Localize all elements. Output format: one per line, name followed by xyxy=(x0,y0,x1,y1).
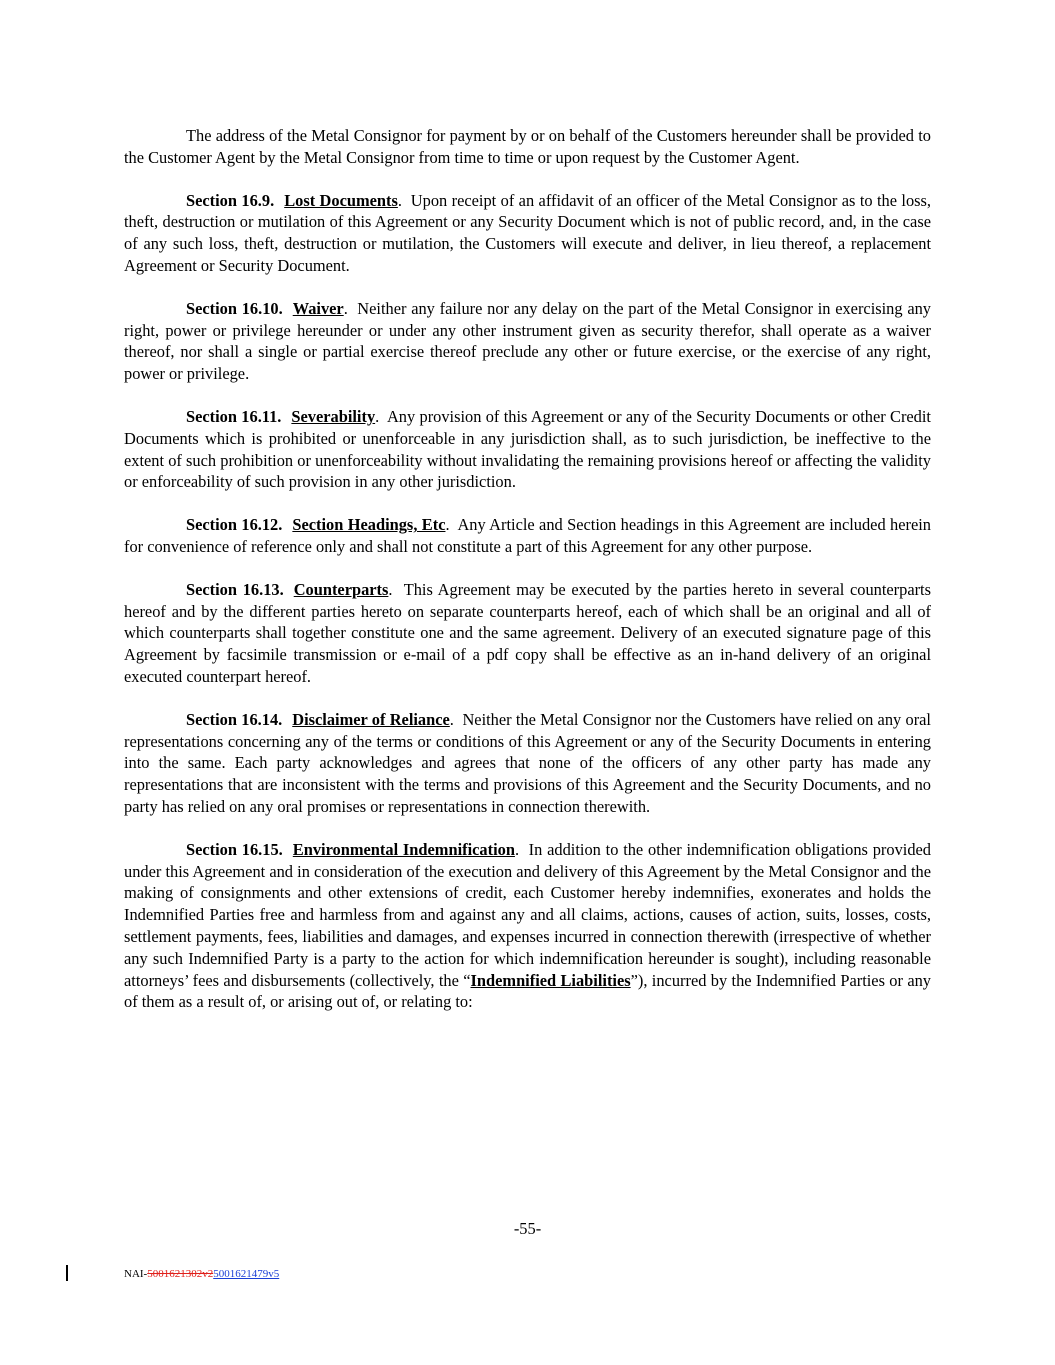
doc-id-prefix: NAI- xyxy=(124,1268,148,1280)
section-16-11: Section 16.11. Severability. Any provision of this Agreement or any of the Security Documents or other Credit Documents which is prohibited or unenforceable in any jurisdiction shall, as to such jurisdiction, be ineffective to the extent of such prohibition or unenforceability without invalidating the remaining provisions hereof or affecting the validity or enforceability of such provision in any other jurisdiction. xyxy=(124,406,931,492)
section-number: Section 16.15. xyxy=(186,839,283,859)
section-number: Section 16.9. xyxy=(186,190,275,210)
section-title: Environmental Indemnification xyxy=(292,839,515,859)
section-body: Upon receipt of an affidavit of an officer of the Metal Consignor as to the loss, theft, destruction or mutilation of this Agreement or any Security Document which is not of public record, and, in the case of any such loss, theft, destruction or mutilation, the Customers will execute and deliver, in lieu thereof, a replacement Agreement or Security Document. xyxy=(124,190,932,275)
section-title: Waiver xyxy=(292,298,344,318)
section-title: Disclaimer of Reliance xyxy=(292,709,450,729)
section-body: In addition to the other indemnification obligations provided under this Agreement and in consideration of the execution and delivery of this Agreement by the Metal Consignor and the making of consignments and other extensions of credit, each Customer hereby indemnifies, exonerates and holds the Indemnified Parties free and harmless from and against any and all claims, actions, causes of action, suits, losses, costs, settlement payments, fees, liabilities and damages, and expenses incurred in connection therewith (irrespective of whether any such Indemnified Party is a party to the action for which indemnification hereunder is sought), including reasonable attorneys’ fees and disbursements (collectively, the “ xyxy=(124,839,931,990)
section-title: Lost Documents xyxy=(284,190,398,210)
document-id-footer xyxy=(124,1268,279,1280)
deleted-doc-id: 5001621302v2 xyxy=(147,1268,214,1280)
intro-paragraph: The address of the Metal Consignor for payment by or on behalf of the Customers hereunder shall be provided to the Customer Agent by the Metal Consignor from time to time or upon request by the Customer Agent. xyxy=(124,126,931,167)
inserted-doc-id: 5001621479v5 xyxy=(213,1268,280,1280)
section-16-15: Section 16.15. Environmental Indemnification. In addition to the other indemnification obligations provided under this Agreement and in consideration of the execution and delivery of this Agreement by the Metal Consignor and the making of consignments and other extensions of credit, each Customer hereby indemnifies, exonerates and holds the Indemnified Parties free and harmless from and against any and all claims, actions, causes of action, suits, losses, costs, settlement payments, fees, liabilities and damages, and expenses incurred in connection therewith (irrespective of whether any such Indemnified Party is a party to the action for which indemnification hereunder is sought), including reasonable attorneys’ fees and disbursements (collectively, the “Indemnified Liabilities”), incurred by the Indemnified Parties or any of them as a result of, or arising out of, or relating to: xyxy=(124,839,931,1012)
section-body: Neither the Metal Consignor nor the Customers have relied on any oral representations concerning any of the terms or conditions of this Agreement or any of the Security Documents in entering into the same. Each party acknowledges and agrees that none of the officers of any other party has made any representations that are inconsistent with the terms and provisions of this Agreement and the Security Documents, and no party has relied on any oral promises or representations in connection therewith. xyxy=(124,709,931,816)
section-body: Any provision of this Agreement or any of the Security Documents or other Credit Documents which is prohibited or unenforceable in any jurisdiction shall, as to such jurisdiction, be ineffective to the extent of such prohibition or unenforceability without invalidating the remaining provisions hereof or affecting the validity or enforceability of such provision in any other jurisdiction. xyxy=(124,406,931,492)
section-title: Counterparts xyxy=(293,579,389,599)
section-number: Section 16.11. xyxy=(186,406,282,426)
section-number: Section 16.12. xyxy=(186,515,283,535)
section-number: Section 16.13. xyxy=(186,579,284,599)
section-16-10: Section 16.10. Waiver. Neither any failure nor any delay on the part of the Metal Consignor in exercising any right, power or privilege hereunder or under any other instrument given as security therefor, shall operate as a waiver thereof, nor shall a single or partial exercise thereof preclude any other or future exercise, or the exercise of any right, power or privilege. xyxy=(124,298,931,384)
document-body xyxy=(124,125,931,1034)
page-number: -55- xyxy=(513,1219,542,1238)
defined-term: Indemnified Liabilities xyxy=(470,970,631,990)
section-number: Section 16.14. xyxy=(186,709,283,729)
section-number: Section 16.10. xyxy=(186,298,283,318)
section-body: This Agreement may be executed by the parties hereto in several counterparts hereof and by the different parties hereto on separate counterparts hereof, each of which shall be an original and all of which counterparts shall together constitute one and the same agreement. Delivery of an executed signature page of this Agreement by facsimile transmission or e-mail of a pdf copy shall be effective as an in-hand delivery of an original executed counterpart hereof. xyxy=(124,579,931,686)
change-bar xyxy=(66,1265,68,1281)
section-body: Any Article and Section headings in this Agreement are included herein for convenience of reference only and shall not constitute a part of this Agreement for any other purpose. xyxy=(124,515,931,556)
section-title: Section Headings, Etc xyxy=(292,515,446,535)
section-body-continued: ”), incurred by the Indemnified Parties or any of them as a result of, or arising out of, or relating to: xyxy=(124,970,931,1012)
section-16-13: Section 16.13. Counterparts. This Agreement may be executed by the parties hereto in several counterparts hereof and by the different parties hereto on separate counterparts hereof, each of which shall be an original and all of which counterparts shall together constitute one and the same agreement. Delivery of an executed signature page of this Agreement by facsimile transmission or e-mail of a pdf copy shall be effective as an in-hand delivery of an original executed counterpart hereof. xyxy=(124,579,931,686)
section-body: Neither any failure nor any delay on the part of the Metal Consignor in exercising any right, power or privilege hereunder or under any other instrument given as security therefor, shall operate as a waiver thereof, nor shall a single or partial exercise thereof preclude any other or future exercise, or the exercise of any right, power or privilege. xyxy=(124,298,931,384)
section-16-9: Section 16.9. Lost Documents. Upon receipt of an affidavit of an officer of the Metal Consignor as to the loss, theft, destruction or mutilation of this Agreement or any Security Document which is not of public record, and, in the case of any such loss, theft, destruction or mutilation, the Customers will execute and deliver, in lieu thereof, a replacement Agreement or Security Document. xyxy=(124,190,932,275)
section-16-12: Section 16.12. Section Headings, Etc. Any Article and Section headings in this Agreement are included herein for convenience of reference only and shall not constitute a part of this Agreement for any other purpose. xyxy=(124,515,931,556)
section-title: Severability xyxy=(291,406,376,426)
section-16-14: Section 16.14. Disclaimer of Reliance. Neither the Metal Consignor nor the Customers have relied on any oral representations concerning any of the terms or conditions of this Agreement or any of the Security Documents in entering into the same. Each party acknowledges and agrees that none of the officers of any other party has made any representations that are inconsistent with the terms and provisions of this Agreement and the Security Documents, and no party has relied on any oral promises or representations in connection therewith. xyxy=(124,709,931,816)
